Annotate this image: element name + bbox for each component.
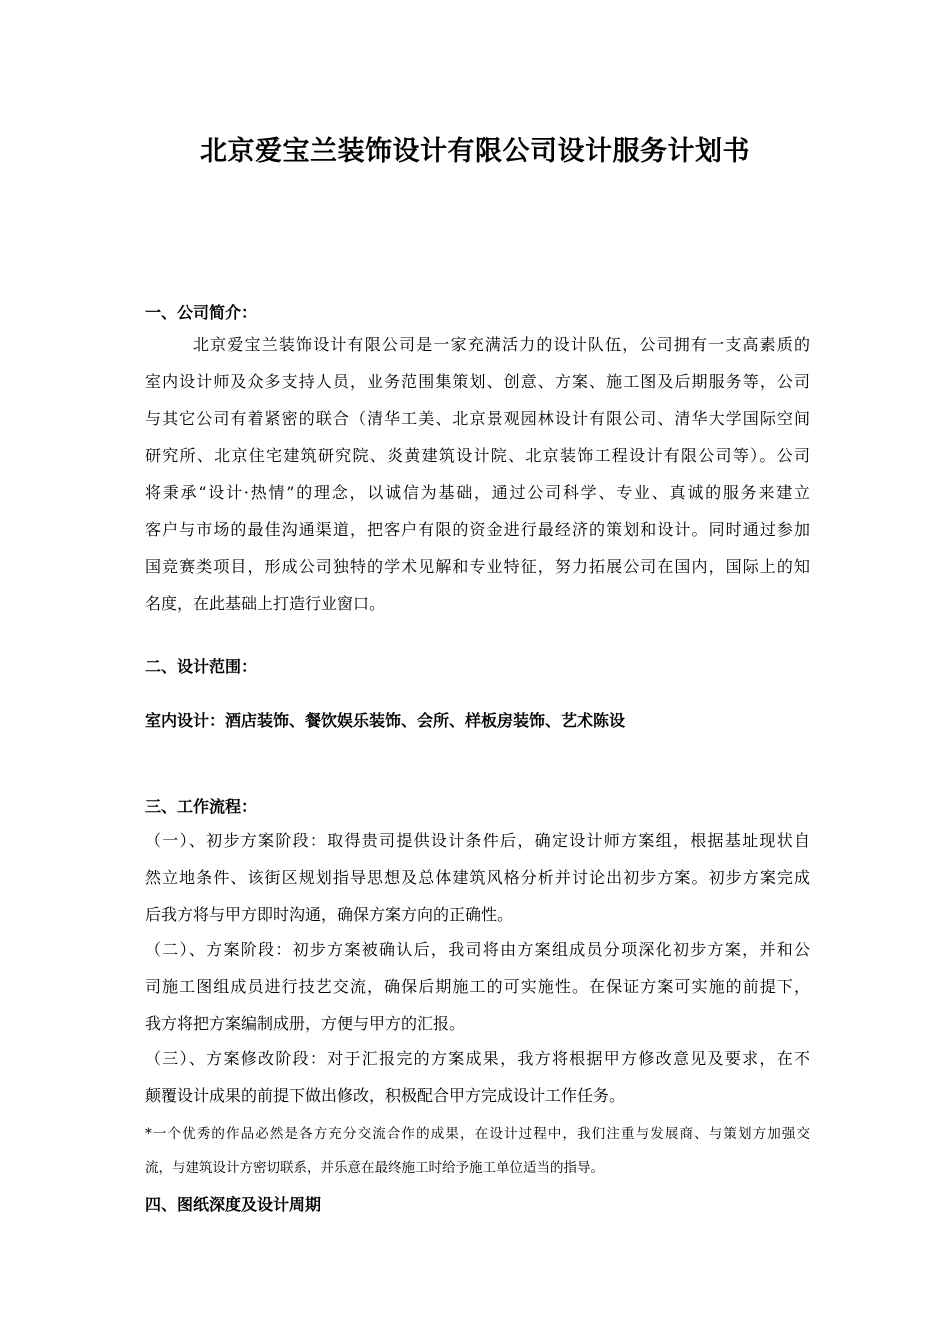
- paragraph-line: 室内设计师及众多支持人员，业务范围集策划、创意、方案、施工图及后期服务等，公司: [145, 372, 810, 391]
- workflow-line: （三）、方案修改阶段：对于汇报完的方案成果，我方将根据甲方修改意见及要求，在不: [145, 1049, 810, 1068]
- paragraph-line: 名度，在此基础上打造行业窗口。: [145, 594, 386, 613]
- workflow-line: 后我方将与甲方即时沟通，确保方案方向的正确性。: [145, 905, 514, 924]
- paragraph-line: 国竞赛类项目，形成公司独特的学术见解和专业特征，努力拓展公司在国内，国际上的知: [145, 557, 810, 576]
- workflow-note-line: *一个优秀的作品必然是各方充分交流合作的成果，在设计过程中，我们注重与发展商、与策划方加强交: [145, 1126, 810, 1142]
- workflow-note-line: 流，与建筑设计方密切联系，并乐意在最终施工时给予施工单位适当的指导。: [145, 1160, 604, 1176]
- paragraph-line: 北京爱宝兰装饰设计有限公司是一家充满活力的设计队伍，公司拥有一支高素质的: [193, 335, 810, 354]
- workflow-line: 我方将把方案编制成册，方便与甲方的汇报。: [145, 1014, 466, 1033]
- section-heading-workflow: 三、工作流程：: [145, 797, 258, 816]
- paragraph-line: 与其它公司有着紧密的联合（清华工美、北京景观园林设计有限公司、清华大学国际空间: [145, 409, 810, 428]
- paragraph-line: 客户与市场的最佳沟通渠道，把客户有限的资金进行最经济的策划和设计。同时通过参加: [145, 520, 810, 539]
- section-heading-company-intro: 一、公司简介：: [145, 303, 258, 322]
- document-title: 北京爱宝兰装饰设计有限公司设计服务计划书: [200, 136, 750, 167]
- design-scope-text: 室内设计：酒店装饰、餐饮娱乐装饰、会所、样板房装饰、艺术陈设: [145, 711, 626, 730]
- paragraph-line: 研究所、北京住宅建筑研究院、炎黄建筑设计院、北京装饰工程设计有限公司等）。公司: [145, 446, 810, 465]
- workflow-line: （一）、初步方案阶段：取得贵司提供设计条件后，确定设计师方案组，根据基址现状自: [145, 831, 810, 850]
- workflow-line: （二）、方案阶段：初步方案被确认后，我司将由方案组成员分项深化初步方案，并和公: [145, 940, 810, 959]
- workflow-line: 颠覆设计成果的前提下做出修改，积极配合甲方完成设计工作任务。: [145, 1086, 626, 1105]
- paragraph-line: 将秉承“设计·热情”的理念，以诚信为基础，通过公司科学、专业、真诚的服务来建立: [145, 483, 810, 502]
- section-heading-design-scope: 二、设计范围：: [145, 657, 258, 676]
- section-heading-drawing-depth: 四、图纸深度及设计周期: [145, 1195, 322, 1214]
- workflow-line: 司施工图组成员进行技艺交流，确保后期施工的可实施性。在保证方案可实施的前提下，: [145, 977, 810, 996]
- workflow-line: 然立地条件、该街区规划指导思想及总体建筑风格分析并讨论出初步方案。初步方案完成: [145, 868, 810, 887]
